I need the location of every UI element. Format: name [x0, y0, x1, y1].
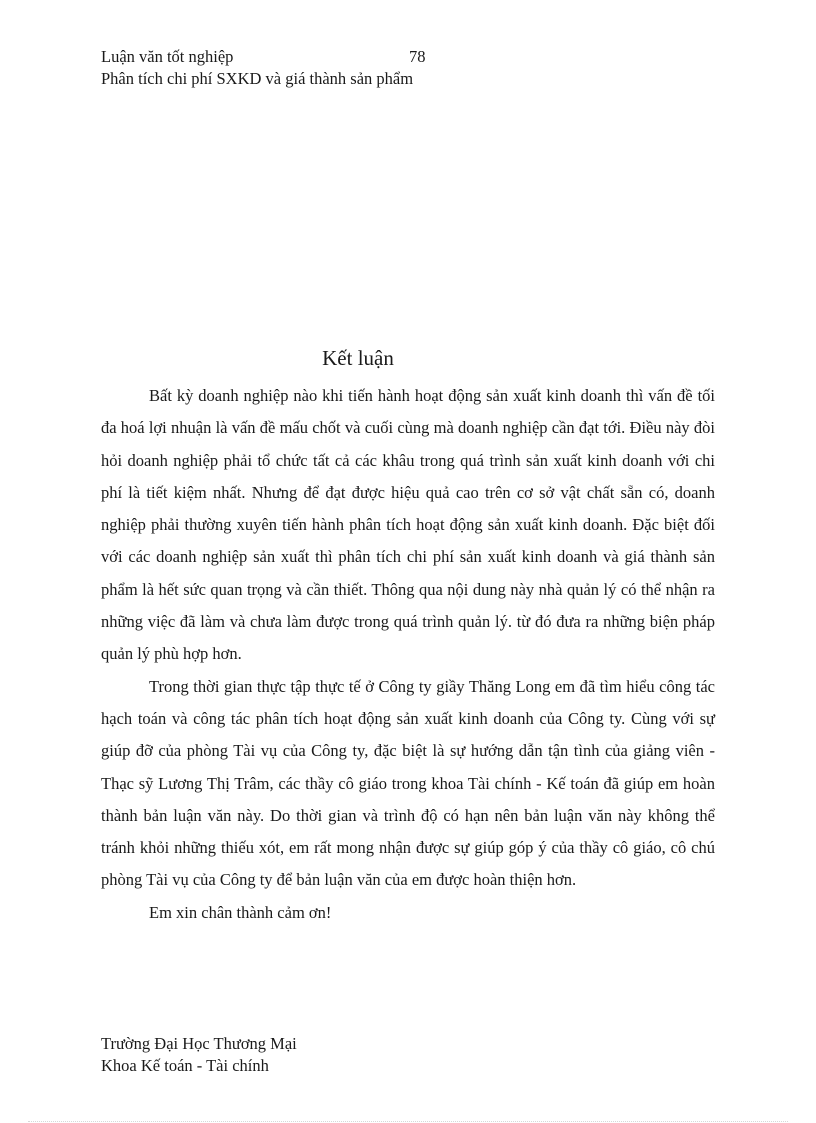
- page-footer: [101, 1033, 297, 1077]
- body-text: [101, 380, 715, 929]
- header-line: [101, 46, 441, 68]
- paragraph-1: Bất kỳ doanh nghiệp nào khi tiến hành hoạt động sản xuất kinh doanh thì vấn đề tối đa hoá lợi nhuận là vấn đề mấu chốt và cuối cùng mà doanh nghiệp cần đạt tới. Điều này đòi hỏi doanh nghiệp phải tổ chức tất cả các khâu trong quá trình sản xuất kinh doanh với chi phí là tiết kiệm nhất. Nhưng để đạt được hiệu quả cao trên cơ sở vật chất sẵn có, doanh nghiệp phải thường xuyên tiến hành phân tích hoạt động sản xuất kinh doanh. Đặc biệt đối với các doanh nghiệp sản xuất thì phân tích chi phí sản xuất kinh doanh và giá thành sản phẩm là hết sức quan trọng và cần thiết. Thông qua nội dung này nhà quản lý có thể nhận ra những việc đã làm và chưa làm được trong quá trình quản lý. từ đó đưa ra những biện pháp quản lý phù hợp hơn.: [101, 386, 715, 664]
- page-header: [101, 46, 441, 90]
- thesis-label: Luận văn tốt nghiệp: [101, 47, 234, 66]
- footer-faculty: Khoa Kế toán - Tài chính: [101, 1056, 269, 1075]
- header-subtitle: Phân tích chi phí SXKD và giá thành sản phẩm: [101, 69, 414, 88]
- footer-university: Trường Đại Học Thương Mại: [101, 1034, 297, 1053]
- section-title: Kết luận: [322, 346, 394, 370]
- paragraph-closing: Em xin chân thành cảm ơn!: [149, 902, 332, 922]
- page-number: 78: [409, 47, 426, 66]
- paragraph-2: Trong thời gian thực tập thực tế ở Công ty giầy Thăng Long em đã tìm hiểu công tác hạch toán và công tác phân tích hoạt động sản xuất kinh doanh của Công ty. Cùng với sự giúp đỡ của phòng Tài vụ của Công ty, đặc biệt là sự hướng dẫn tận tình của giảng viên - Thạc sỹ Lương Thị Trâm, các thầy cô giáo trong khoa Tài chính - Kế toán đã giúp em hoàn thành bản luận văn này. Do thời gian và trình độ có hạn nên bản luận văn này không thể tránh khỏi những thiếu xót, em rất mong nhận được sự giúp góp ý của thầy cô giáo, cô chú phòng Tài vụ của Công ty để bản luận văn của em được hoàn thiện hơn.: [101, 676, 715, 890]
- page-bottom-rule: [28, 1121, 788, 1122]
